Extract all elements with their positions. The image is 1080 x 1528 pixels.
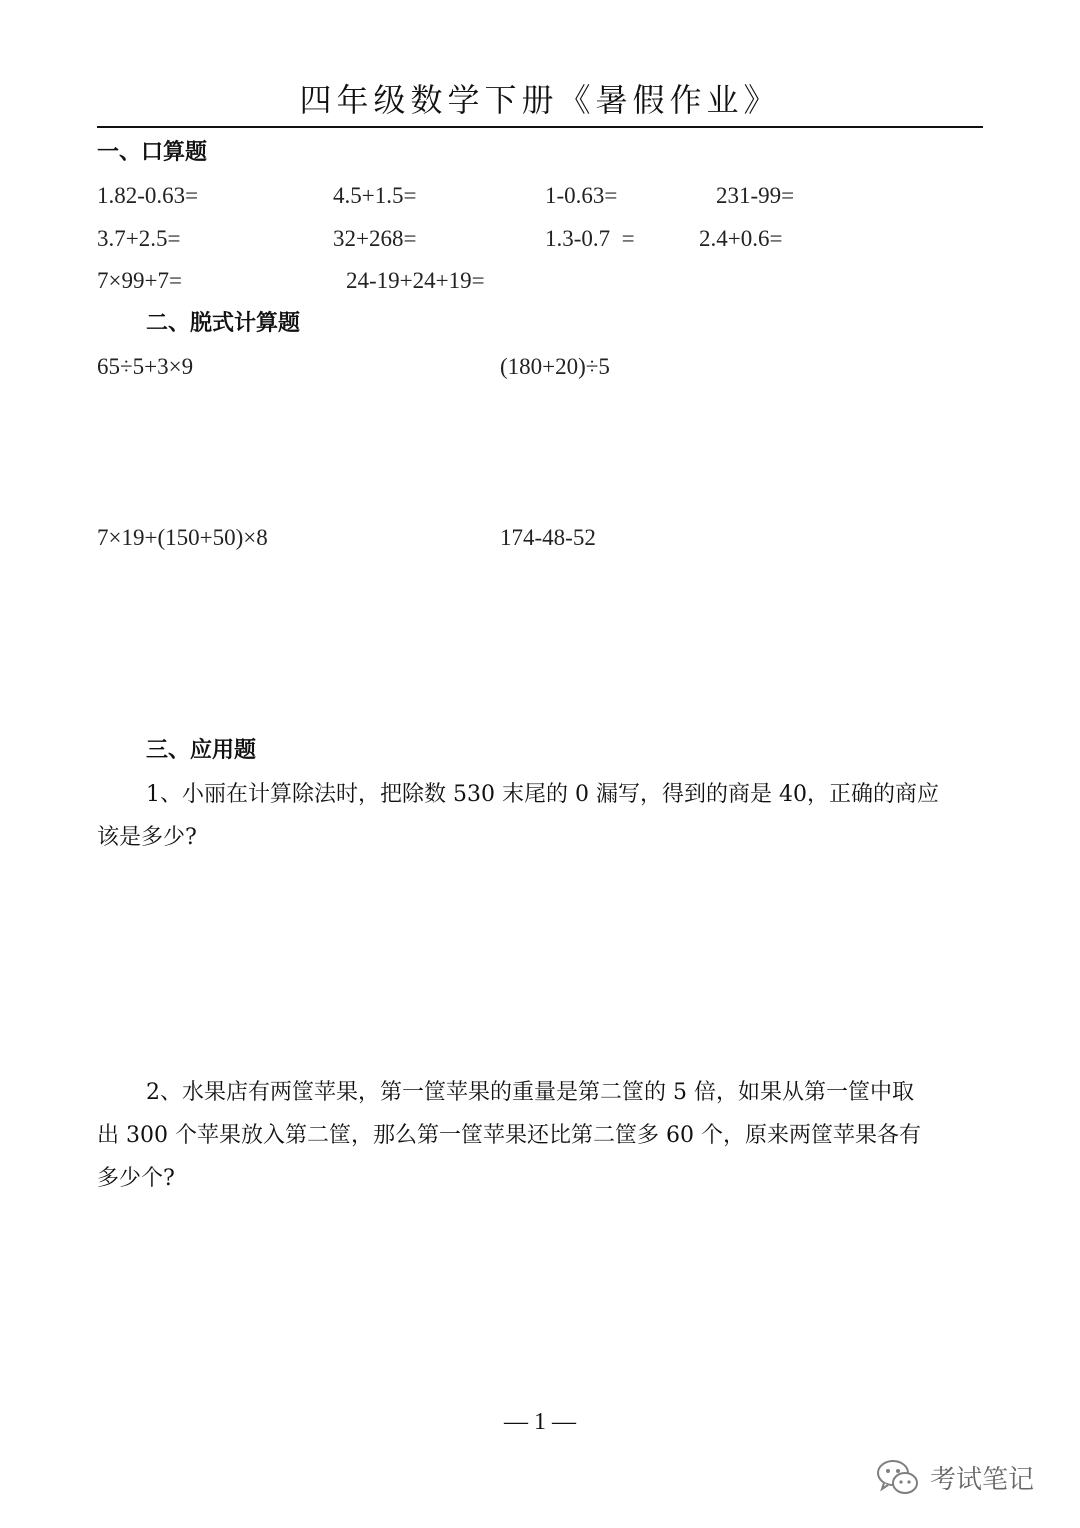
oral-item: 1.3-0.7 = — [545, 226, 635, 251]
oral-item: 1.82-0.63= — [97, 183, 199, 208]
oral-item: 7×99+7= — [97, 268, 182, 293]
oral-item: 1-0.63= — [545, 183, 618, 208]
wechat-icon — [876, 1458, 920, 1496]
problem-1-line-1: 1、小丽在计算除法时，把除数 530 末尾的 0 漏写，得到的商是 40，正确的商应 — [146, 782, 939, 807]
oral-item: 231-99= — [716, 183, 795, 208]
stepwise-item: (180+20)÷5 — [500, 354, 610, 379]
problem-2-line-2: 出 300 个苹果放入第二筐，那么第一筐苹果还比第二筐多 60 个，原来两筐苹果各有 — [97, 1123, 921, 1148]
problem-2-line-1: 2、水果店有两筐苹果，第一筐苹果的重量是第二筐的 5 倍，如果从第一筐中取 — [146, 1080, 914, 1105]
stepwise-item: 7×19+(150+50)×8 — [97, 525, 268, 550]
oral-item: 2.4+0.6= — [699, 226, 783, 251]
problem-2-line-3: 多少个? — [97, 1166, 175, 1191]
stepwise-item: 174-48-52 — [500, 525, 596, 550]
title-divider — [97, 126, 983, 128]
section-heading-oral: 一、口算题 — [97, 140, 208, 165]
oral-item: 4.5+1.5= — [333, 183, 417, 208]
stepwise-item: 65÷5+3×9 — [97, 354, 194, 379]
oral-item: 32+268= — [333, 226, 417, 251]
page-number: — 1 — — [504, 1409, 576, 1435]
page-title: 四年级数学下册《暑假作业》 — [299, 81, 781, 119]
section-heading-stepwise: 二、脱式计算题 — [146, 311, 301, 336]
oral-item: 3.7+2.5= — [97, 226, 181, 251]
oral-item: 24-19+24+19= — [346, 268, 485, 293]
watermark-text: 考试笔记 — [930, 1464, 1035, 1495]
problem-1-line-2: 该是多少? — [97, 825, 197, 850]
watermark — [876, 1458, 1034, 1496]
section-heading-application: 三、应用题 — [146, 738, 257, 763]
